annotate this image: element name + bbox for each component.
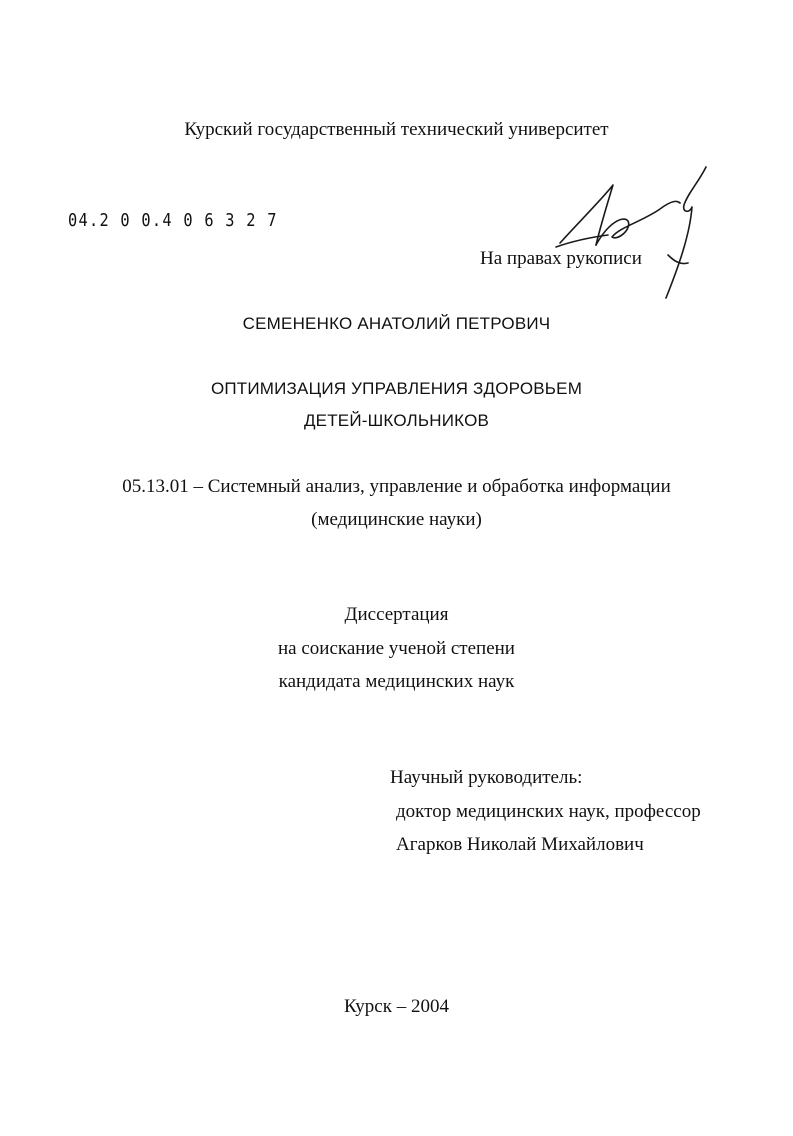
author-name: СЕМЕНЕНКО АНАТОЛИЙ ПЕТРОВИЧ	[242, 314, 551, 333]
dissertation-title-line-1: ОПТИМИЗАЦИЯ УПРАВЛЕНИЯ ЗДОРОВЬЕМ	[210, 379, 583, 398]
signature-stroke-5	[668, 255, 688, 264]
signature	[548, 163, 718, 303]
university-name: Курский государственный технический университет	[184, 119, 609, 140]
specialty-field: (медицинские науки)	[311, 509, 482, 530]
registration-number: 04.2 0 0.4 0 6 3 2 7	[68, 210, 278, 231]
advisor-degree: доктор медицинских наук, профессор	[396, 801, 701, 822]
degree-type: Диссертация	[344, 604, 449, 625]
place-and-year: Курск – 2004	[344, 996, 449, 1017]
signature-stroke-4	[666, 167, 706, 298]
degree-level: кандидата медицинских наук	[278, 671, 515, 692]
advisor-label: Научный руководитель:	[390, 767, 583, 788]
signature-stroke-3	[596, 201, 680, 245]
manuscript-rights-note: На правах рукописи	[480, 248, 642, 269]
degree-purpose: на соискание ученой степени	[278, 638, 515, 659]
specialty-code: 05.13.01 – Системный анализ, управление и обработка информации	[122, 476, 671, 497]
advisor-name: Агарков Николай Михайлович	[396, 834, 644, 855]
dissertation-title-line-2: ДЕТЕЙ-ШКОЛЬНИКОВ	[303, 411, 490, 430]
